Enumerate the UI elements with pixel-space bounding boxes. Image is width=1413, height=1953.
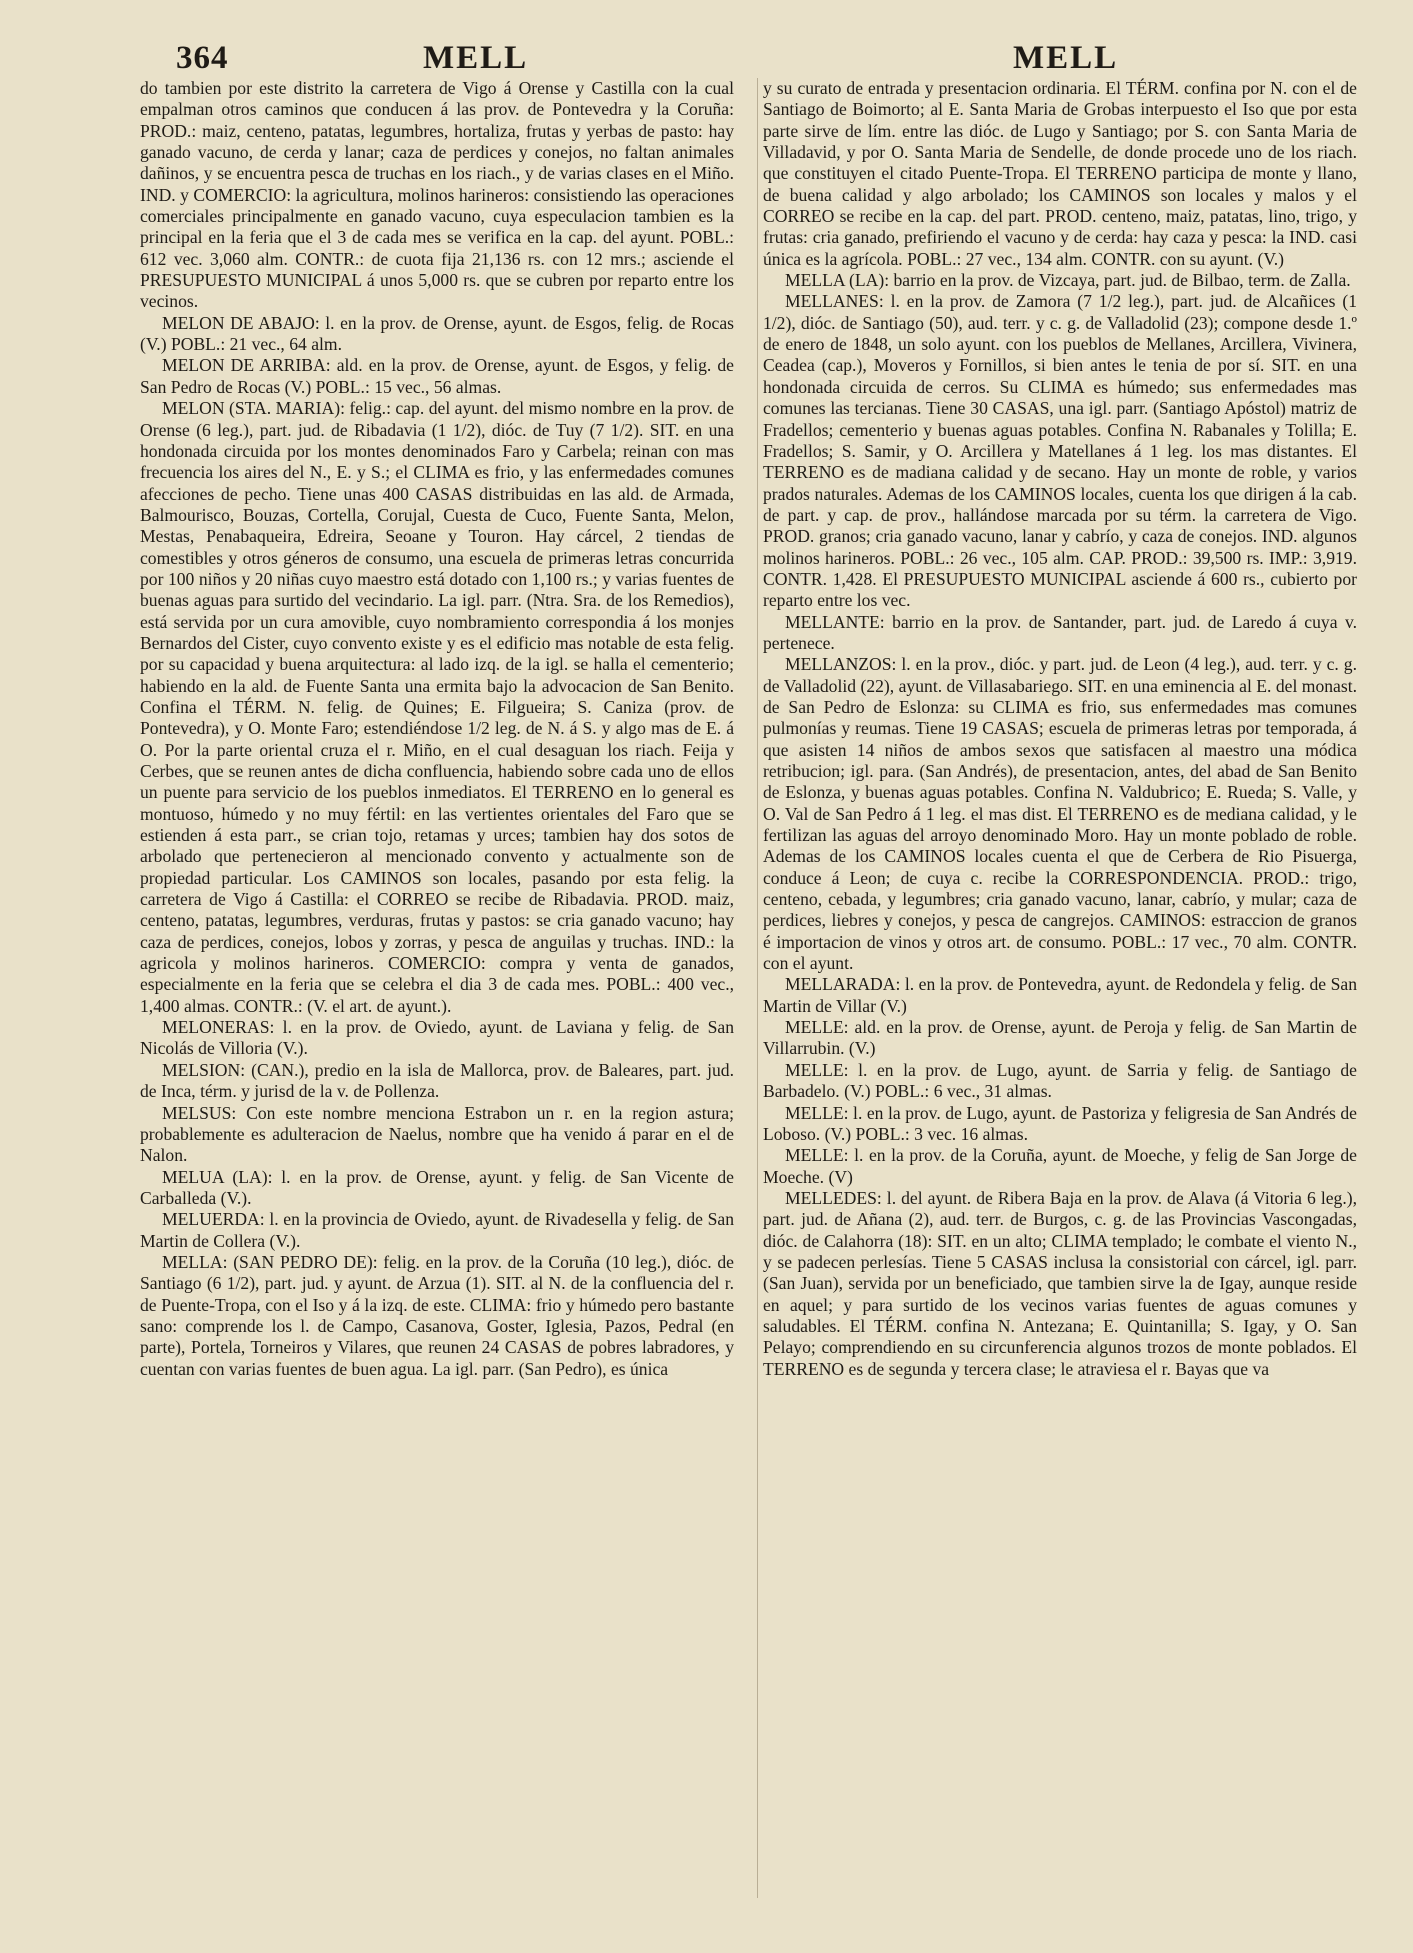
entry-paragraph: MELLARADA: l. en la prov. de Pontevedra, ayunt. de Redondela y felig. de San Martin de Villar (V.) [763,974,1357,1016]
entry-paragraph: MELLANZOS: l. en la prov., dióc. y part. jud. de Leon (4 leg.), aud. terr. y c. g. de Valladolid (22), ayunt. de Villasabariego. SIT. en una eminencia al E. del monast. de San Pedro de Eslonza: su CLIMA es frio, sus enfermedades mas comunes pulmonías y reumas. Tiene 19 CASAS; escuela de primeras letras por temporada, á que asisten 14 niños de ambos sexos que satisfacen al maestro una módica retribucion; igl. para. (San Andrés), de presentacion, antes, del abad de San Benito de Eslonza, y buenas aguas potables. Confina N. Valdubrico; E. Rueda; S. Valle, y O. Val de San Pedro á 1 leg. el mas dist. El TERRENO es de mediana calidad, y le fertilizan las aguas del arroyo denominado Moro. Hay un monte poblado de roble. Ademas de los CAMINOS locales cuenta el que de Cerbera de Rio Pisuerga, conduce á Leon; de cuya c. recibe la CORRESPONDENCIA. PROD.: trigo, centeno, cebada, y legumbres; cria ganado vacuno, lanar, cabrío, y mular; caza de perdices, liebres y conejos, y pesca de cangrejos. CAMINOS: estraccion de granos é importacion de vinos y otros art. de consumo. POBL.: 17 vec., 70 alm. CONTR. con el ayunt. [763,654,1357,974]
entry-paragraph: MELLE: l. en la prov. de Lugo, ayunt. de Pastoriza y feligresia de San Andrés de Loboso. (V.) POBL.: 3 vec. 16 almas. [763,1102,1357,1144]
text-columns [140,78,1357,1380]
entry-paragraph: MELONERAS: l. en la prov. de Oviedo, ayunt. de Laviana y felig. de San Nicolás de Villoria (V.). [140,1017,734,1059]
entry-paragraph: y su curato de entrada y presentacion ordinaria. El TÉRM. confina por N. con el de Santiago de Boimorto; al E. Santa Maria de Grobas interpuesto el Iso que por esta parte sirve de lím. entre las dióc. de Lugo y Santiago; por S. con Santa Maria de Villadavid, y por O. Santa Maria de Sendelle, de donde procede uno de los riach. que constituyen el citado Puente-Tropa. El TERRENO participa de monte y llano, de buena calidad y algo arbolado; los CAMINOS son locales y malos y el CORREO se recibe en la cap. del part. PROD. centeno, maiz, patatas, lino, trigo, y frutas: cria ganado, prefiriendo el vacuno y de cerda: hay caza y pesca: la IND. casi única es la agrícola. POBL.: 27 vec., 134 alm. CONTR. con su ayunt. (V.) [763,78,1357,269]
entry-paragraph: MELLE: l. en la prov. de la Coruña, ayunt. de Moeche, y felig de San Jorge de Moeche. (V) [763,1145,1357,1187]
right-column [763,78,1357,1380]
entry-paragraph: MELLA (LA): barrio en la prov. de Vizcaya, part. jud. de Bilbao, term. de Zalla. [785,270,1351,291]
entry-paragraph: MELUA (LA): l. en la prov. de Orense, ayunt. y felig. de San Vicente de Carballeda (V.). [140,1166,734,1208]
entry-paragraph: MELON DE ABAJO: l. en la prov. de Orense, ayunt. de Esgos, felig. de Rocas (V.) POBL.: 21 vec., 64 alm. [140,312,734,355]
entry-paragraph: MELSION: (CAN.), predio en la isla de Mallorca, prov. de Baleares, part. jud. de Inca, térm. y jurisd de la v. de Pollenza. [140,1059,734,1102]
entry-paragraph: MELLE: l. en la prov. de Lugo, ayunt. de Sarria y felig. de Santiago de Barbadelo. (V.) POBL.: 6 vec., 31 almas. [763,1059,1357,1102]
entry-paragraph: MELLEDES: l. del ayunt. de Ribera Baja en la prov. de Alava (á Vitoria 6 leg.), part. jud. de Añana (2), aud. terr. de Burgos, c. g. de las Provincias Vascongadas, dióc. de Calahorra (18): SIT. en un alto; CLIMA templado; le combate el viento N., y se padecen perlesías. Tiene 5 CASAS inclusa la consistorial con cárcel, igl. parr. (San Juan), servida por un beneficiado, que tambien sirve la de Igay, aunque reside en aquel; y para surtido de los vecinos varias fuentes de aguas comunes y saludables. El TÉRM. confina N. Antezana; E. Quintanilla; S. Igay, y O. San Pelayo; comprendiendo en su circunferencia algunos trozos de monte poblados. El TERRENO es de segunda y tercera clase; le atraviesa el r. Bayas que va [763,1187,1357,1379]
running-title-left: MELL [423,40,529,76]
entry-paragraph: MELLANES: l. en la prov. de Zamora (7 1/2 leg.), part. jud. de Alcañices (1 1/2), dióc. de Santiago (50), aud. terr. y c. g. de Valladolid (23); compone desde 1.º de enero de 1848, un solo ayunt. con los pueblos de Mellanes, Arcillera, Vivinera, Ceadea (cap.), Moveros y Fornillos, si bien antes le tenia de por sí. SIT. en una hondonada circuida de cerros. Su CLIMA es húmedo; sus enfermedades mas comunes las tercianas. Tiene 30 CASAS, una igl. parr. (Santiago Apóstol) matriz de Fradellos; cementerio y buenas aguas potables. Confina N. Rabanales y Tolilla; E. Fradellos; S. Samir, y O. Arcillera y Matellanes á 1 leg. los mas distantes. El TERRENO es de madiana calidad y de secano. Hay un monte de roble, y varios prados naturales. Ademas de los CAMINOS locales, cuenta los que dirigen á la cab. de part. y cap. de prov., hallándose marcada por su térm. la carretera de Vigo. PROD. granos; cria ganado vacuno, lanar y cabrío, y caza de conejos. IND. algunos molinos harineros. POBL.: 26 vec., 105 alm. CAP. PROD.: 39,500 rs. IMP.: 3,919. CONTR. 1,428. El PRESUPUESTO MUNICIPAL asciende á 600 rs., cubierto por reparto entre los vec. [763,291,1357,611]
page-number: 364 [176,40,229,76]
entry-paragraph: MELLANTE: barrio en la prov. de Santander, part. jud. de Laredo á cuya v. pertenece. [763,611,1357,653]
entry-paragraph: MELLA: (SAN PEDRO DE): felig. en la prov. de la Coruña (10 leg.), dióc. de Santiago (6 1/2), part. jud. y ayunt. de Arzua (1). SIT. al N. de la confluencia del r. de Puente-Tropa, con el Iso y á la izq. de este. CLIMA: frio y húmedo pero bastante sano: comprende los l. de Campo, Casanova, Goster, Iglesia, Pazos, Pedral (en parte), Portela, Torneiros y Vilares, que reunen 24 CASAS de pobres labradores, y cuentan con varias fuentes de buen agua. La igl. parr. (San Pedro), es única [140,1251,734,1379]
left-column [140,78,734,1380]
entry-paragraph: do tambien por este distrito la carretera de Vigo á Orense y Castilla con la cual empalman otros caminos que conducen á las prov. de Pontevedra y la Coruña: PROD.: maiz, centeno, patatas, legumbres, hortaliza, frutas y yerbas de pasto: hay ganado vacuno, de cerda y lanar; caza de perdices y conejos, no faltan animales dañinos, y se encuentra pesca de truchas en los riach., y de varias clases en el Miño. IND. y COMERCIO: la agricultura, molinos harineros: consistiendo las operaciones comerciales principalmente en ganado vacuno, cuya especulacion tambien es la principal en la feria que el 3 de cada mes se verifica en la cap. del ayunt. POBL.: 612 vec. 3,060 alm. CONTR.: de cuota fija 21,136 rs. con 12 mrs.; asciende el PRESUPUESTO MUNICIPAL á unos 5,000 rs. que se cubren por reparto entre los vecinos. [140,78,734,312]
entry-paragraph: MELSUS: Con este nombre menciona Estrabon un r. en la region astura; probablemente es adulteracion de Naelus, nombre que ha venido á parar en el de Nalon. [140,1102,734,1166]
running-head [140,38,1357,82]
entry-paragraph: MELUERDA: l. en la provincia de Oviedo, ayunt. de Rivadesella y felig. de San Martin de Collera (V.). [140,1209,734,1251]
running-title-right: MELL [1013,40,1119,76]
entry-paragraph: MELON DE ARRIBA: ald. en la prov. de Orense, ayunt. de Esgos, y felig. de San Pedro de Rocas (V.) POBL.: 15 vec., 56 almas. [140,355,734,397]
entry-paragraph: MELLE: ald. en la prov. de Orense, ayunt. de Peroja y felig. de San Martin de Villarrubin. (V.) [763,1017,1357,1059]
entry-paragraph: MELON (STA. MARIA): felig.: cap. del ayunt. del mismo nombre en la prov. de Orense (6 leg.), part. jud. de Ribadavia (1 1/2), dióc. de Tuy (7 1/2). SIT. en una hondonada circuida por los montes denominados Faro y Carbela; reinan con mas frecuencia los aires del N., E. y S.; el CLIMA es frio, y las enfermedades comunes afecciones de pecho. Tiene unas 400 CASAS distribuidas en las ald. de Armada, Balmourisco, Bouzas, Cortella, Corujal, Cuesta de Cuco, Fuente Santa, Melon, Mestas, Penabaqueira, Edreira, Seoane y Touron. Hay cárcel, 2 tiendas de comestibles y otros géneros de consumo, una escuela de primeras letras concurrida por 100 niños y 20 niñas cuyo maestro está dotado con 1,100 rs.; y varias fuentes de buenas aguas para surtido del vecindario. La igl. parr. (Ntra. Sra. de los Remedios), está servida por un cura amovible, cuyo nombramiento correspondia á los monjes Bernardos del Cister, cuyo convento existe y es el edificio mas notable de esta felig. por su capacidad y buena arquitectura: al lado izq. de la igl. se halla el cementerio; habiendo en la ald. de Fuente Santa una ermita bajo la advocacion de San Benito. Confina el TÉRM. N. felig. de Quines; E. Filgueira; S. Caniza (prov. de Pontevedra), y O. Monte Faro; estendiéndose 1/2 leg. de N. á S. y algo mas de E. á O. Por la parte oriental cruza el r. Miño, en el cual desaguan los riach. Feija y Cerbes, que se reunen antes de dicha confluencia, habiendo sobre cada uno de ellos un puente para servicio de los pueblos inmediatos. El TERRENO en lo general es montuoso, húmedo y no muy fértil: en las vertientes orientales del Faro que se estienden á esta parr., se crian tojo, retamas y urces; tambien hay dos sotos de arbolado que pertenecieron al mencionado convento y actualmente son de propiedad particular. Los CAMINOS son locales, pasando por esta felig. la carretera de Vigo á Castilla: el CORREO se recibe de Ribadavia. PROD. maiz, centeno, patatas, legumbres, verduras, frutas y pastos: se cria ganado vacuno; hay caza de perdices, conejos, lobos y zorras, y pesca de anguilas y truchas. IND.: la agricola y molinos harineros. COMERCIO: compra y venta de ganados, especialmente en la feria que se celebra el dia 3 de cada mes. POBL.: 400 vec., 1,400 almas. CONTR.: (V. el art. de ayunt.). [140,398,734,1016]
